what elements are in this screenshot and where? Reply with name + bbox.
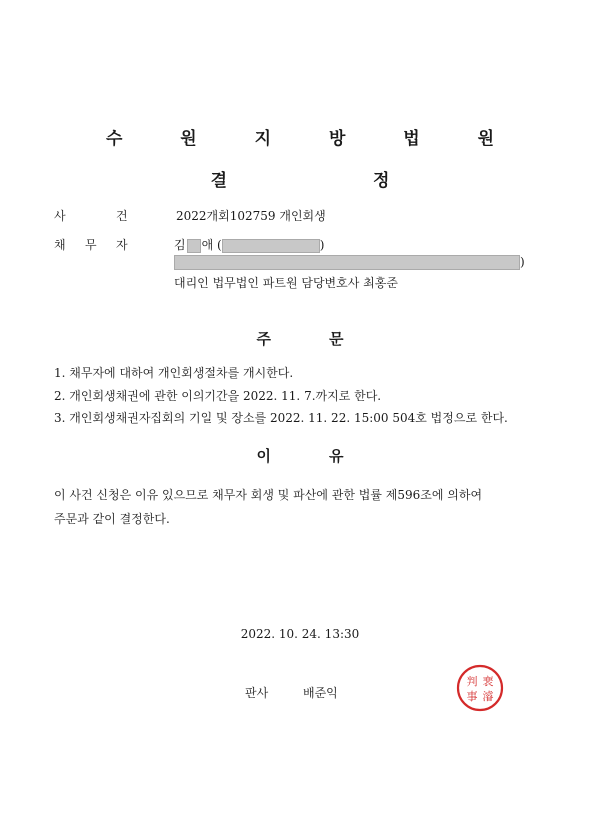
order-item-3: 3. 개인회생채권자집회의 기일 및 장소를 2022. 11. 22. 15:00 504호 법정으로 한다. [54, 411, 508, 425]
reason-heading [0, 445, 600, 466]
debtor-address-line [174, 255, 525, 270]
close-paren: ) [319, 238, 325, 252]
debtor-name-line [174, 236, 324, 253]
redacted-address [174, 255, 520, 270]
case-label-1: 사 [54, 209, 66, 223]
document-type: 결 정 [210, 171, 460, 191]
order-heading-char2: 문 [329, 330, 344, 348]
reason-heading-char2: 유 [329, 447, 344, 465]
debtor-name-first: 김 [174, 238, 186, 252]
reason-line-1: 이 사건 신청은 이유 있으므로 채무자 회생 및 파산에 관한 법률 제596조에 의하여 [54, 488, 483, 502]
redacted-name-char [187, 239, 201, 253]
debtor-label-2: 무 [85, 238, 97, 252]
decision-date: 2022. 10. 24. 13:30 [240, 627, 360, 641]
order-item-2: 2. 개인회생채권에 관한 이의기간을 2022. 11. 7.까지로 한다. [54, 389, 382, 403]
order-heading [0, 328, 600, 349]
redacted-id [222, 239, 320, 253]
svg-text:判: 判 [466, 675, 478, 688]
reason-heading-char1: 이 [256, 447, 271, 465]
reason-line-2: 주문과 같이 결정한다. [54, 512, 170, 526]
case-number: 2022개회102759 개인회생 [176, 209, 326, 223]
debtor-agent: 대리인 법무법인 파트원 담당변호사 최홍준 [174, 276, 398, 290]
address-close-paren: ) [520, 255, 525, 269]
order-heading-char1: 주 [256, 330, 271, 348]
case-label-2: 건 [116, 209, 128, 223]
judge-title: 판사 [245, 686, 269, 700]
svg-text:裵: 裵 [482, 675, 494, 688]
debtor-name-rest: 애 ( [201, 238, 222, 252]
debtor-label-3: 자 [116, 238, 128, 252]
debtor-label-1: 채 [54, 238, 66, 252]
svg-text:濬: 濬 [482, 690, 494, 703]
judge-name: 배준익 [303, 686, 338, 700]
order-item-1: 1. 채무자에 대하여 개인회생절차를 개시한다. [54, 366, 294, 380]
svg-text:事: 事 [466, 690, 478, 703]
court-name: 수 원 지 방 법 원 [105, 129, 521, 149]
judge-seal-stamp [456, 664, 504, 712]
